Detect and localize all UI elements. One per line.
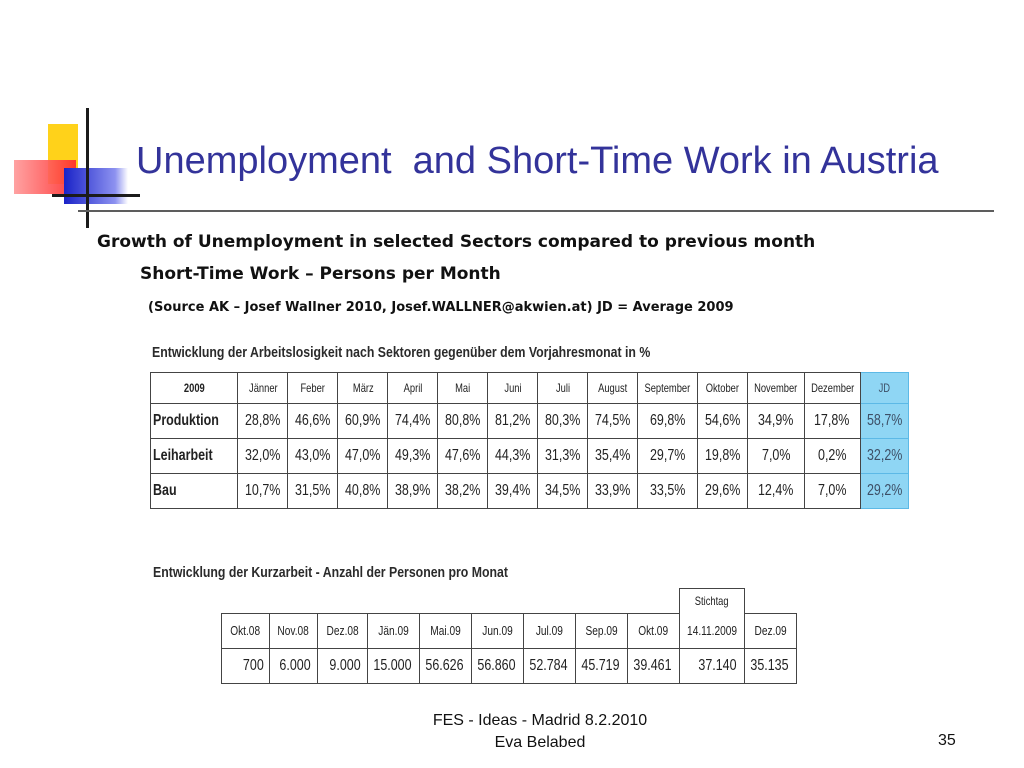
source-note: (Source AK – Josef Wallner 2010, Josef.WALLNER@akwien.at) JD = Average 2009 [148,300,734,315]
value-cell-text: 32,0% [245,447,281,464]
month-header-cell [679,613,744,648]
value-cell [222,648,270,683]
month-header-cell-text: Jänner [248,381,278,395]
value-cell-text: 52.784 [529,656,568,674]
value-cell-text: 40,8% [345,482,381,499]
value-cell [438,404,488,439]
table-row [222,648,797,683]
month-header-cell-text: Jun.09 [482,623,513,638]
value-cell-text: 47,6% [445,447,481,464]
value-cell-text: 15.000 [373,656,412,674]
value-cell [638,439,698,474]
value-cell [804,439,860,474]
value-cell-text: 35.135 [750,656,789,674]
month-header-cell [238,373,288,404]
empty-cell [471,589,523,614]
value-cell [748,404,804,439]
value-cell-text: 37.140 [698,656,737,674]
month-header-cell-text: Dez.08 [326,623,359,638]
table-header-row [151,373,909,404]
value-cell [638,474,698,509]
value-cell [748,474,804,509]
value-cell-text: 32,2% [866,447,903,464]
year-header-cell-text: 2009 [183,381,205,395]
value-cell [318,648,368,683]
value-cell [438,474,488,509]
table-row [151,404,909,439]
value-cell-text: 58,7% [866,412,903,429]
empty-cell [270,589,318,614]
month-header-cell [318,613,368,648]
month-header-cell [588,373,638,404]
month-header-cell [860,373,908,404]
sector-label-cell [151,404,238,439]
value-cell [698,404,748,439]
subtitle-unemployment-growth: Growth of Unemployment in selected Sectors compared to previous month [97,232,816,252]
value-cell [288,474,338,509]
value-cell-text: 12,4% [758,482,794,499]
empty-cell [627,589,679,614]
value-cell [238,474,288,509]
value-cell [270,648,318,683]
month-header-cell-text: Dezember [810,381,854,395]
value-cell [698,474,748,509]
month-header-cell [804,373,860,404]
value-cell-text: 6.000 [279,656,311,674]
value-cell [804,474,860,509]
value-cell [523,648,575,683]
empty-cell [575,589,627,614]
subtitle-short-time-work: Short-Time Work – Persons per Month [140,264,501,284]
value-cell [860,404,908,439]
value-cell [744,648,796,683]
value-cell [419,648,471,683]
value-cell [238,439,288,474]
value-cell [388,404,438,439]
footer-text [395,710,685,754]
value-cell-text: 38,9% [395,482,431,499]
value-cell [748,439,804,474]
value-cell-text: 29,7% [650,447,686,464]
value-cell-text: 49,3% [395,447,431,464]
value-cell [538,439,588,474]
month-header-cell-text: April [403,381,423,395]
value-cell-text: 56.626 [425,656,464,674]
table-header-row [222,613,797,648]
value-cell-text: 29,6% [704,482,741,499]
sector-label-cell [151,474,238,509]
value-cell-text: 0,2% [817,447,847,464]
value-cell-text: 31,3% [545,447,581,464]
value-cell-text: 7,0% [817,482,847,499]
value-cell [488,474,538,509]
month-header-cell-text: Feber [300,381,326,395]
value-cell [804,404,860,439]
title-divider [78,210,994,212]
sector-label-cell [151,439,238,474]
stichtag-label: Stichtag [694,594,729,608]
month-header-cell-text: Nov.08 [277,623,310,638]
empty-cell [318,589,368,614]
value-cell-text: 29,2% [866,482,903,499]
month-header-cell [288,373,338,404]
month-header-cell [538,373,588,404]
value-cell-text: 46,6% [295,412,331,429]
month-header-cell [488,373,538,404]
kurzarbeit-table-caption: Entwicklung der Kurzarbeit - Anzahl der Personen pro Monat [153,564,508,581]
value-cell-text: 81,2% [495,412,531,429]
value-cell [698,439,748,474]
value-cell [368,648,420,683]
value-cell [471,648,523,683]
value-cell-text: 47,0% [345,447,381,464]
stichtag-row [222,589,797,614]
value-cell [575,648,627,683]
value-cell-text: 39.461 [633,656,672,674]
value-cell-text: 80,3% [545,412,581,429]
value-cell [338,474,388,509]
month-header-cell [744,613,796,648]
month-header-cell-text: JD [878,381,891,395]
value-cell [388,439,438,474]
value-cell [860,439,908,474]
value-cell-text: 56.860 [477,656,516,674]
empty-cell [222,589,270,614]
month-header-cell-text: Mai [455,381,471,395]
decoration-horizontal-line [52,194,140,197]
value-cell [588,474,638,509]
month-header-cell-text: Jän.09 [378,623,409,638]
value-cell-text: 700 [243,656,265,674]
page-number: 35 [938,732,956,749]
value-cell [627,648,679,683]
value-cell [860,474,908,509]
short-time-work-table [221,588,797,684]
month-header-cell [338,373,388,404]
month-header-cell [419,613,471,648]
empty-cell [744,589,796,614]
month-header-cell-text: Okt.09 [638,623,669,638]
footer-author: Eva Belabed [494,734,586,751]
value-cell-text: 19,8% [704,447,741,464]
month-header-cell-text: Mai.09 [430,623,461,638]
empty-cell [419,589,471,614]
value-cell [338,404,388,439]
month-header-cell-text: 14.11.2009 [686,622,737,638]
value-cell-text: 7,0% [761,447,791,464]
month-header-cell-text: September [644,381,691,395]
month-header-cell [438,373,488,404]
month-header-cell-text: August [598,381,628,395]
value-cell-text: 54,6% [704,412,741,429]
value-cell-text: 34,5% [545,482,581,499]
month-header-cell-text: Sep.09 [585,623,618,638]
value-cell [338,439,388,474]
value-cell-text: 10,7% [245,482,281,499]
value-cell [679,648,744,683]
value-cell-text: 39,4% [495,482,531,499]
month-header-cell-text: Juni [504,381,522,395]
month-header-cell [748,373,804,404]
value-cell-text: 74,4% [395,412,431,429]
month-header-cell-text: Okt.08 [230,623,261,638]
title-decoration [0,0,140,240]
value-cell [238,404,288,439]
stichtag-label-cell [679,589,744,614]
month-header-cell [388,373,438,404]
value-cell-text: 74,5% [595,412,631,429]
month-header-cell [627,613,679,648]
value-cell-text: 31,5% [295,482,331,499]
value-cell [538,404,588,439]
value-cell-text: 43,0% [295,447,331,464]
value-cell-text: 33,9% [595,482,631,499]
value-cell-text: 60,9% [345,412,381,429]
month-header-cell [638,373,698,404]
month-header-cell [471,613,523,648]
value-cell [588,404,638,439]
month-header-cell-text: Dez.09 [754,623,787,638]
month-header-cell [575,613,627,648]
value-cell-text: 33,5% [650,482,686,499]
month-header-cell-text: Juli [555,381,570,395]
value-cell-text: 45.719 [581,656,620,674]
month-header-cell [222,613,270,648]
sector-label-cell-text: Bau [153,482,177,499]
value-cell [488,404,538,439]
value-cell-text: 34,9% [758,412,794,429]
value-cell [638,404,698,439]
value-cell [538,474,588,509]
month-header-cell-text: Oktober [705,381,740,395]
unemployment-growth-table [150,372,909,509]
value-cell-text: 38,2% [445,482,481,499]
month-header-cell [368,613,420,648]
month-header-cell-text: März [352,381,374,395]
year-header-cell [151,373,238,404]
sector-label-cell-text: Leiharbeit [153,447,213,464]
value-cell-text: 44,3% [495,447,531,464]
empty-cell [368,589,420,614]
value-cell-text: 35,4% [595,447,631,464]
value-cell [388,474,438,509]
month-header-cell [523,613,575,648]
empty-cell [523,589,575,614]
value-cell [588,439,638,474]
decoration-blue-bar [64,168,128,204]
table-row [151,439,909,474]
sector-label-cell-text: Produktion [153,412,219,429]
value-cell-text: 69,8% [650,412,686,429]
slide-title: Unemployment and Short-Time Work in Austria [136,140,939,182]
month-header-cell [698,373,748,404]
month-header-cell-text: Jul.09 [535,623,563,638]
footer-event: FES - Ideas - Madrid 8.2.2010 [432,712,648,729]
value-cell-text: 17,8% [814,412,850,429]
value-cell [288,439,338,474]
value-cell-text: 9.000 [329,656,361,674]
value-cell-text: 80,8% [445,412,481,429]
value-cell [488,439,538,474]
value-cell [288,404,338,439]
value-cell [438,439,488,474]
month-header-cell [270,613,318,648]
unemployment-table-caption: Entwicklung der Arbeitslosigkeit nach Sektoren gegenüber dem Vorjahresmonat in % [152,344,651,361]
table-row [151,474,909,509]
value-cell-text: 28,8% [245,412,281,429]
month-header-cell-text: November [754,381,798,395]
